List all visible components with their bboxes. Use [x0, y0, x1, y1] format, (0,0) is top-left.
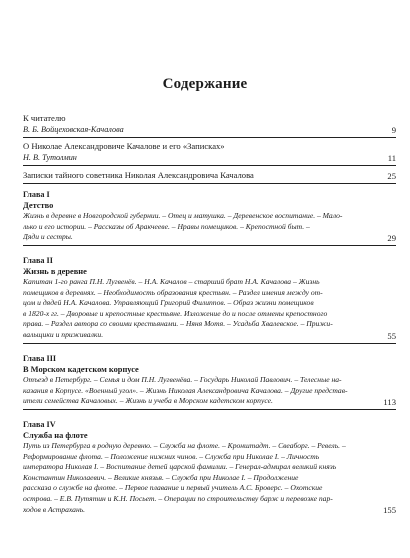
toc-entry-about[interactable]: [23, 141, 396, 168]
entry-divider: [23, 137, 396, 138]
chapter-title: Служба на флоте: [23, 431, 88, 440]
toc-chapter-3[interactable]: [23, 354, 396, 412]
entry-page: 11: [387, 153, 396, 163]
chapter-desc-line: вальщики и приживалки.: [23, 329, 104, 339]
chapter-page: 113: [383, 396, 396, 407]
chapter-desc-line: ители семейства Качаловых. – Жизнь и учеба в Морском кадетском корпусе.: [23, 396, 273, 406]
chapter-desc-line: цом и дядей Н.А. Качалова. Управляющий Григорий Филиппов. – Образ жизни помещиков: [23, 298, 314, 308]
toc-chapter-1[interactable]: [23, 190, 396, 248]
chapter-label: Глава III: [23, 354, 57, 363]
page-title: Содержание: [162, 76, 248, 92]
chapter-label: Глава II: [23, 256, 53, 265]
toc-entry-notes[interactable]: [23, 170, 396, 186]
chapter-desc-line: лько и его истории. – Рассказы об Аракчееве. – Нравы помещиков. – Крепостной быт. –: [23, 221, 310, 231]
chapter-desc-line: Отъезд в Петербург. – Семья и дом П.Н. Лугвенёва. – Государь Николай Павлович. – Телесные на-: [23, 375, 342, 384]
chapter-desc-line: помещиков в деревнях. – Необходимость образования крестьян. – Раздел имения между от-: [23, 287, 323, 297]
entry-page: 9: [391, 125, 396, 135]
toc-entry-reader[interactable]: [23, 113, 396, 140]
entry-page: 25: [387, 171, 396, 181]
chapter-desc-line: Константин Николаевич. – Великие князья. – Служба при Николае I. – Продолжение: [23, 472, 299, 482]
entry-divider: [23, 165, 396, 166]
chapter-divider: [23, 409, 396, 410]
chapter-label: Глава IV: [23, 420, 56, 429]
chapter-desc-line: казания в Корпусе. «Военный угол». – Жизнь Николая Александровича Качалова. – Другие представ-: [23, 385, 348, 395]
chapter-desc-line: острова. – Е.В. Путятин и К.Н. Посьет. – Операции по строительству барж и перевозке пар-: [23, 493, 333, 503]
chapter-desc-line: Жизнь в деревне в Новгородской губернии. – Отец и матушка. – Деревенское воспитание. – Мало-: [23, 211, 343, 220]
chapter-title: Детство: [23, 201, 54, 210]
toc-chapter-4[interactable]: [23, 420, 396, 515]
chapter-desc-line: Путь из Петербурга в родную деревню. – Служба на флоте. – Кронштадт. – Свеаборг. – Ревель. –: [23, 441, 346, 450]
chapter-desc-line: Дяди и сестры.: [23, 232, 73, 242]
entry-author: В. Б. Войцеховская-Качалова: [23, 125, 124, 134]
chapter-page: 55: [387, 330, 396, 341]
entry-author: Н. В. Тутолмин: [23, 153, 77, 162]
chapter-title: Жизнь в деревне: [23, 267, 87, 276]
entry-heading: О Николае Александровиче Качалове и его «Записках»: [23, 141, 225, 151]
entry-heading: Записки тайного советника Николая Александровича Качалова: [23, 170, 254, 180]
chapter-label: Глава I: [23, 190, 50, 199]
entry-divider: [23, 183, 396, 184]
chapter-title: В Морском кадетском корпусе: [23, 365, 139, 374]
entry-heading: К читателю: [23, 113, 66, 123]
chapter-desc-line: права. – Раздел автора со своими крестьянами. – Няня Мотя. – Усадьба Хвалевское. – Прижи-: [23, 319, 333, 329]
chapter-divider: [23, 245, 396, 246]
chapter-desc-line: в 1820-х гг. – Дворовые и крепостные крестьяне. Изложение до и после отмены крепостного: [23, 308, 328, 318]
chapter-page: 29: [387, 232, 396, 243]
chapter-desc-line: Реформирование флота. – Положение нижних чинов. – Служба при Николае I. – Личность: [23, 451, 320, 461]
chapter-page: 155: [383, 505, 396, 516]
toc-chapter-2[interactable]: [23, 256, 396, 346]
chapter-desc-line: рассказа о службе на флоте. – Первое плавание и первый учитель А.С. Броверс. – Охотские: [23, 483, 323, 493]
chapter-divider: [23, 343, 396, 344]
chapter-desc-line: императора Николая I. – Воспитание детей царской фамилии. – Генерал-адмирал великий князь: [23, 462, 337, 472]
chapter-desc-line: Капитан 1-го ранга П.Н. Лугвенёв. – Н.А. Качалов – старший брат Н.А. Качалова – Жизнь: [23, 277, 320, 286]
chapter-desc-line: ходов в Астрахань.: [23, 504, 86, 514]
